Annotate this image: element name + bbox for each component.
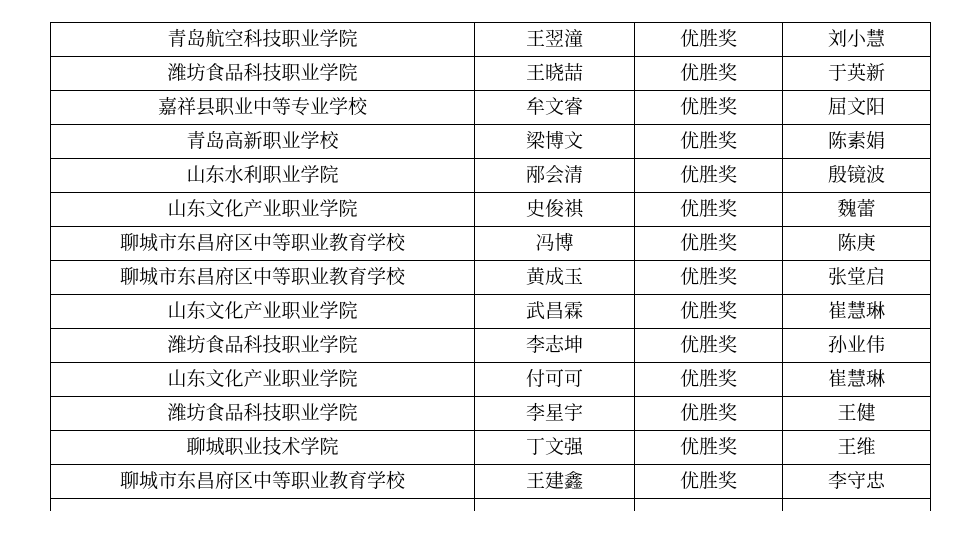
cell-award: 优胜奖 — [635, 295, 783, 329]
cell-school: 山东文化产业职业学院 — [51, 295, 475, 329]
cell-school: 山东文化产业职业学院 — [51, 193, 475, 227]
cell-student: 丁文强 — [475, 431, 635, 465]
cell-teacher: 殷镜波 — [783, 159, 931, 193]
cell-student: 冯博 — [475, 227, 635, 261]
table-row — [51, 159, 931, 193]
cell-school: 潍坊食品科技职业学院 — [51, 397, 475, 431]
table-row-partial — [51, 499, 931, 512]
cell-teacher: 陈素娟 — [783, 125, 931, 159]
cell-student: 李志坤 — [475, 329, 635, 363]
cell-school: 青岛航空科技职业学院 — [51, 23, 475, 57]
cell-award: 优胜奖 — [635, 159, 783, 193]
table-row — [51, 363, 931, 397]
cell-award: 优胜奖 — [635, 193, 783, 227]
table-row — [51, 57, 931, 91]
award-table-container — [50, 22, 930, 511]
table-row — [51, 23, 931, 57]
table-row — [51, 295, 931, 329]
table-row — [51, 227, 931, 261]
cell-teacher: 陈庚 — [783, 227, 931, 261]
cell-school: 潍坊食品科技职业学院 — [51, 329, 475, 363]
cell-student: 李星宇 — [475, 397, 635, 431]
table-row — [51, 397, 931, 431]
cell-award: 优胜奖 — [635, 227, 783, 261]
table-row — [51, 431, 931, 465]
table-row — [51, 193, 931, 227]
cell-award: 优胜奖 — [635, 23, 783, 57]
cell-student: 王晓喆 — [475, 57, 635, 91]
cell-student: 武昌霖 — [475, 295, 635, 329]
cell-teacher — [783, 499, 931, 512]
cell-teacher: 屈文阳 — [783, 91, 931, 125]
cell-student: 王建鑫 — [475, 465, 635, 499]
cell-award — [635, 499, 783, 512]
cell-school: 山东水利职业学院 — [51, 159, 475, 193]
cell-student: 史俊祺 — [475, 193, 635, 227]
cell-award: 优胜奖 — [635, 431, 783, 465]
table-row — [51, 329, 931, 363]
cell-teacher: 崔慧琳 — [783, 295, 931, 329]
cell-award: 优胜奖 — [635, 125, 783, 159]
cell-school: 聊城市东昌府区中等职业教育学校 — [51, 227, 475, 261]
cell-award: 优胜奖 — [635, 363, 783, 397]
cell-student: 牟文睿 — [475, 91, 635, 125]
table-row — [51, 91, 931, 125]
cell-teacher: 王维 — [783, 431, 931, 465]
cell-teacher: 魏蕾 — [783, 193, 931, 227]
cell-student: 梁博文 — [475, 125, 635, 159]
cell-award: 优胜奖 — [635, 329, 783, 363]
cell-teacher: 刘小慧 — [783, 23, 931, 57]
cell-award: 优胜奖 — [635, 57, 783, 91]
cell-student: 邴会清 — [475, 159, 635, 193]
cell-school: 嘉祥县职业中等专业学校 — [51, 91, 475, 125]
cell-student: 付可可 — [475, 363, 635, 397]
table-row — [51, 261, 931, 295]
table-row — [51, 465, 931, 499]
cell-student — [475, 499, 635, 512]
award-table-body — [51, 23, 931, 512]
cell-teacher: 李守忠 — [783, 465, 931, 499]
cell-award: 优胜奖 — [635, 397, 783, 431]
cell-school: 聊城职业技术学院 — [51, 431, 475, 465]
cell-teacher: 孙业伟 — [783, 329, 931, 363]
cell-award: 优胜奖 — [635, 91, 783, 125]
cell-student: 黄成玉 — [475, 261, 635, 295]
cell-student: 王翌潼 — [475, 23, 635, 57]
cell-award: 优胜奖 — [635, 465, 783, 499]
award-table — [50, 22, 931, 511]
cell-teacher: 崔慧琳 — [783, 363, 931, 397]
cell-school — [51, 499, 475, 512]
cell-award: 优胜奖 — [635, 261, 783, 295]
cell-school: 山东文化产业职业学院 — [51, 363, 475, 397]
cell-teacher: 于英新 — [783, 57, 931, 91]
cell-school: 聊城市东昌府区中等职业教育学校 — [51, 261, 475, 295]
cell-school: 潍坊食品科技职业学院 — [51, 57, 475, 91]
cell-school: 聊城市东昌府区中等职业教育学校 — [51, 465, 475, 499]
cell-school: 青岛高新职业学校 — [51, 125, 475, 159]
cell-teacher: 张堂启 — [783, 261, 931, 295]
table-row — [51, 125, 931, 159]
cell-teacher: 王健 — [783, 397, 931, 431]
